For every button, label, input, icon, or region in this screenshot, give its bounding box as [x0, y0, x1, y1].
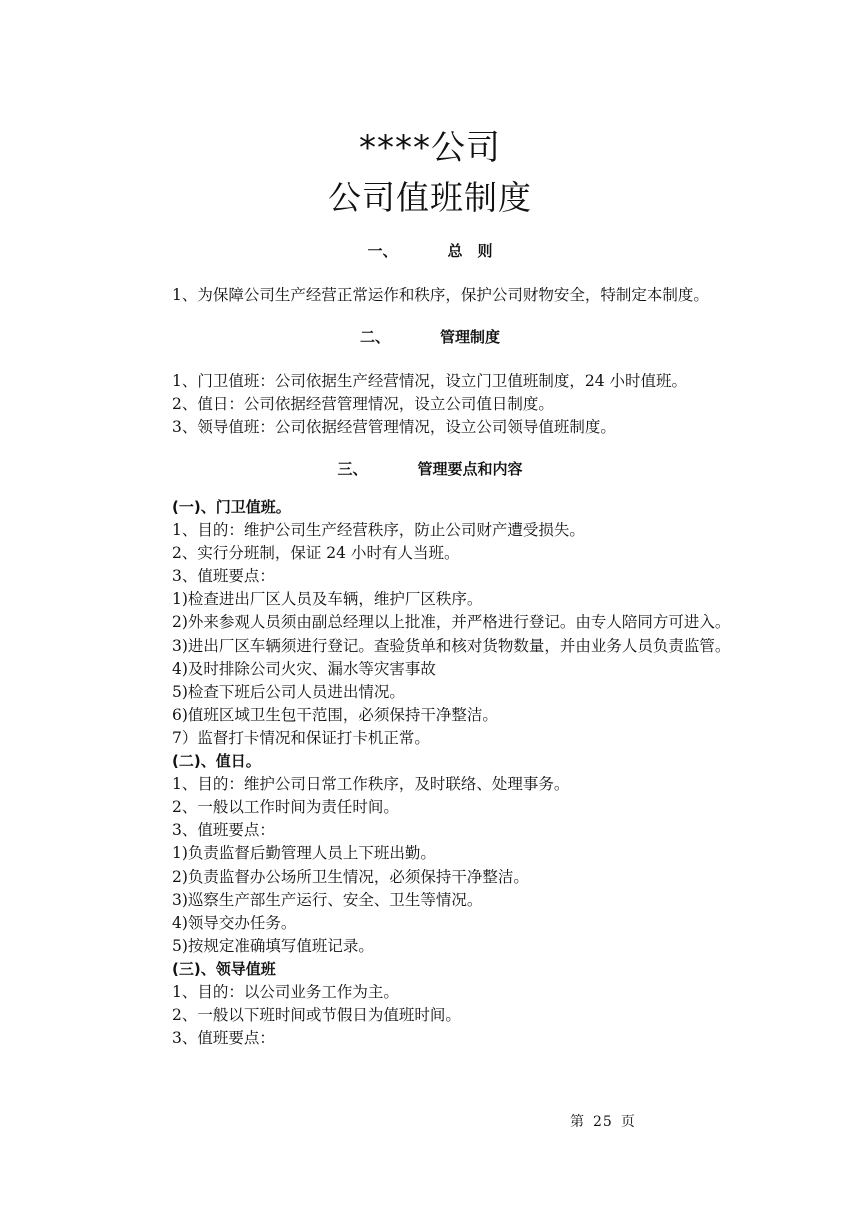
body-line: 1、目的：维护公司生产经营秩序，防止公司财产遭受损失。 — [172, 521, 585, 540]
section-title: 管理要点和内容 — [417, 460, 523, 478]
body-line: 3、值班要点： — [172, 567, 275, 586]
body-line: 4)及时排除公司火灾、漏水等灾害事故 — [172, 659, 436, 678]
section-number: 三、 — [337, 460, 368, 478]
body-line: 1)检查进出厂区人员及车辆，维护厂区秩序。 — [172, 590, 483, 609]
section-heading-3 — [0, 458, 860, 480]
body-line: 1)负责监督后勤管理人员上下班出勤。 — [172, 844, 436, 863]
section-heading-2 — [0, 326, 860, 348]
body-line: 6)值班区域卫生包干范围，必须保持干净整洁。 — [172, 705, 498, 724]
body-line: 2、一般以下班时间或节假日为值班时间。 — [172, 1006, 461, 1025]
body-line: 4)领导交办任务。 — [172, 913, 297, 932]
section-title: 总 则 — [447, 242, 493, 260]
subsection-heading: (二)、值日。 — [172, 752, 261, 771]
body-line: 1、目的：以公司业务工作为主。 — [172, 982, 399, 1001]
page-footer — [570, 1112, 644, 1132]
section-heading-1 — [0, 240, 860, 262]
body-line: 5)按规定准确填写值班记录。 — [172, 936, 374, 955]
body-line: 2)负责监督办公场所卫生情况，必须保持干净整洁。 — [172, 867, 529, 886]
section-number: 二、 — [359, 328, 390, 346]
page-prefix: 第 — [570, 1114, 585, 1130]
body-line: 7）监督打卡情况和保证打卡机正常。 — [172, 728, 430, 747]
subsection-heading: (三)、领导值班 — [172, 959, 276, 978]
section2-line: 2、值日：公司依据经营管理情况，设立公司值日制度。 — [172, 395, 554, 413]
section3-body — [172, 496, 762, 1050]
body-line: 3)进出厂区车辆须进行登记。查验货单和核对货物数量，并由业务人员负责监管。 — [172, 636, 731, 655]
body-line: 5)检查下班后公司人员进出情况。 — [172, 682, 405, 701]
body-line: 1、目的：维护公司日常工作秩序，及时联络、处理事务。 — [172, 775, 570, 794]
body-line: 2)外来参观人员须由副总经理以上批准，并严格进行登记。由专人陪同方可进入。 — [172, 613, 731, 632]
company-title: ****公司 — [359, 128, 501, 168]
page-number: 25 — [593, 1114, 613, 1130]
body-line: 3、值班要点： — [172, 821, 275, 840]
body-line: 2、一般以工作时间为责任时间。 — [172, 798, 399, 817]
section2-line: 1、门卫值班：公司依据生产经营情况，设立门卫值班制度，24 小时值班。 — [172, 372, 688, 390]
section-number: 一、 — [367, 242, 398, 260]
body-line: 3)巡察生产部生产运行、安全、卫生等情况。 — [172, 890, 483, 909]
subsection-heading: (一)、门卫值班。 — [172, 498, 291, 516]
section2-line: 3、领导值班：公司依据经营管理情况，设立公司领导值班制度。 — [172, 418, 616, 436]
page-suffix: 页 — [620, 1114, 636, 1130]
section1-paragraph: 1、为保障公司生产经营正常运作和秩序，保护公司财物安全，特制定本制度。 — [172, 286, 709, 304]
body-line: 3、值班要点： — [172, 1029, 275, 1048]
body-line: 2、实行分班制，保证 24 小时有人当班。 — [172, 544, 460, 563]
document-title: 公司值班制度 — [328, 178, 532, 217]
section-title: 管理制度 — [440, 328, 501, 346]
